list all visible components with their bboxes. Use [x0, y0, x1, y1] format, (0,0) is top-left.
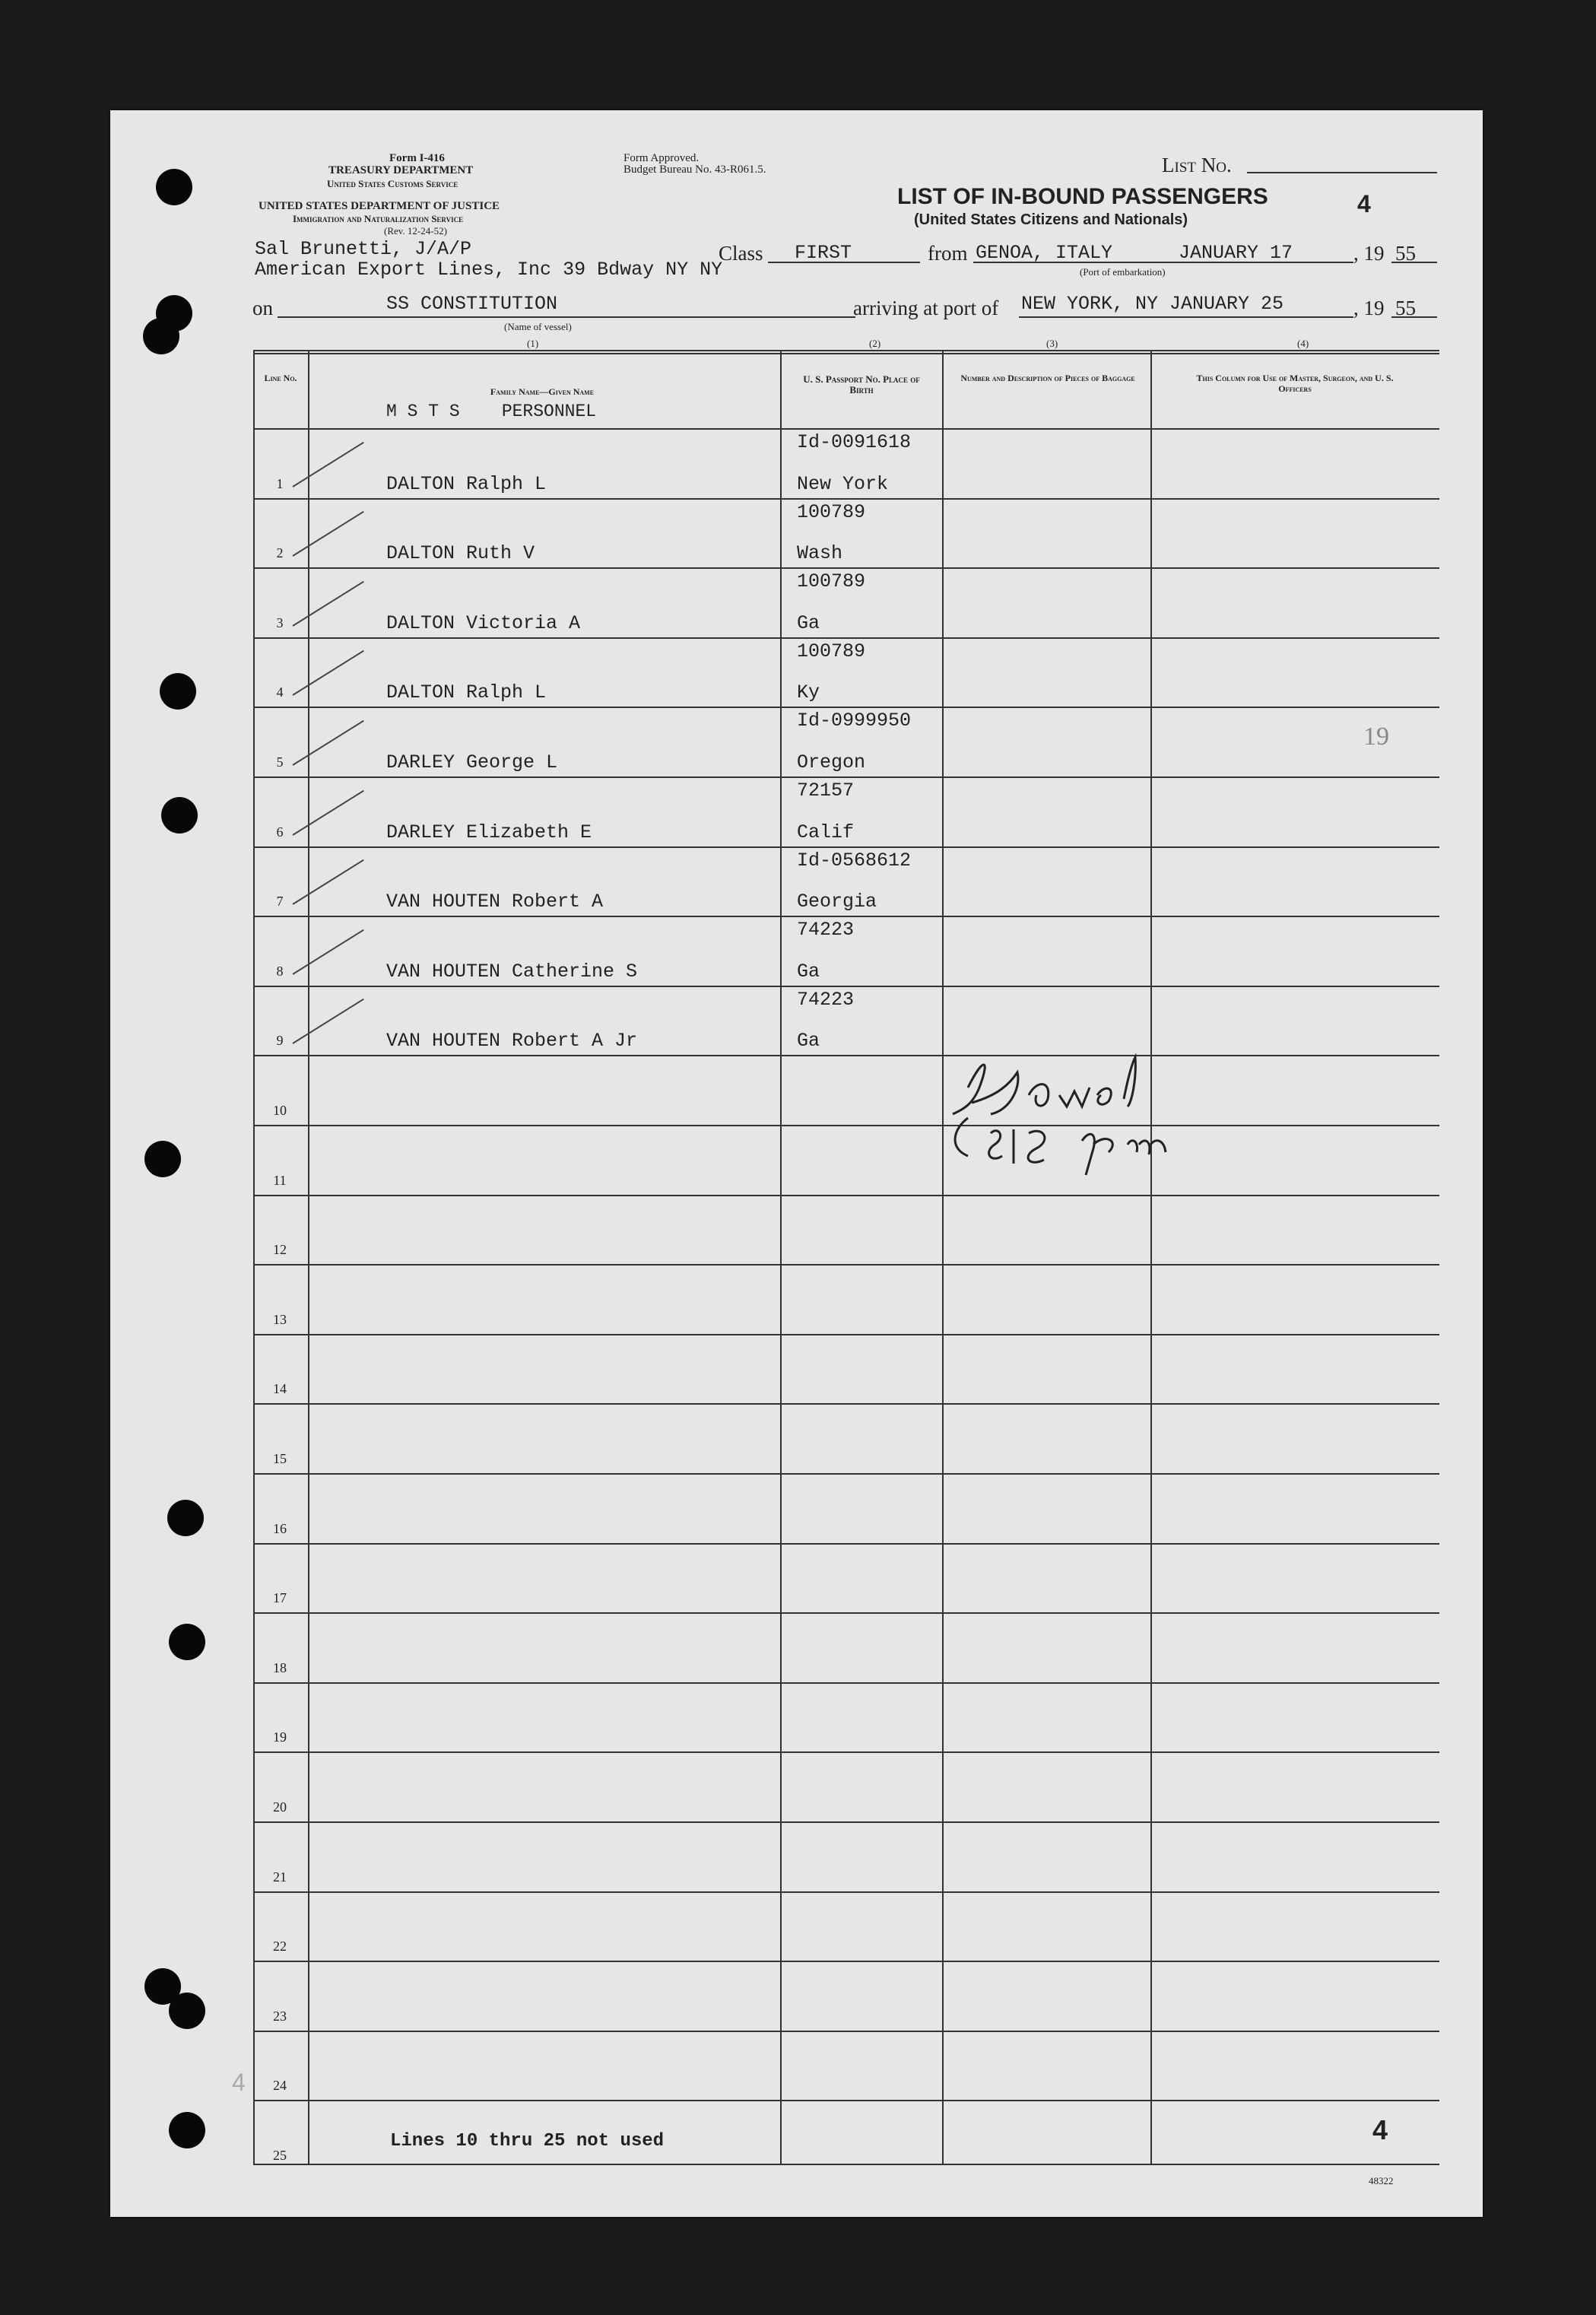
- passport-number: 100789: [797, 570, 866, 593]
- line-number: 10: [273, 1102, 287, 1118]
- punch-hole: [144, 1141, 181, 1177]
- margin-note: 19: [1363, 722, 1389, 751]
- line-number: 2: [276, 545, 284, 561]
- table-row: [253, 1612, 1439, 1682]
- col-num-3: (3): [1046, 338, 1058, 349]
- class-label: Class: [719, 242, 763, 265]
- passport-number: Id-0568612: [797, 849, 912, 872]
- year-prefix: , 19: [1353, 242, 1385, 265]
- table-row: [253, 846, 1439, 916]
- passenger-table: [253, 350, 1439, 2164]
- col-num-2: (2): [869, 338, 881, 349]
- line-number: 5: [276, 754, 284, 770]
- line-number: 15: [273, 1450, 287, 1466]
- customs-service: United States Customs Service: [327, 178, 458, 189]
- place-of-birth: Ky: [797, 681, 820, 704]
- passenger-name: DALTON Ralph L: [386, 472, 547, 495]
- table-row: [253, 986, 1439, 1056]
- place-of-birth: Calif: [797, 821, 855, 843]
- footer-code: 48322: [1369, 2175, 1394, 2186]
- form-approved: Form Approved.: [623, 152, 700, 164]
- table-row: [253, 1821, 1439, 1891]
- col-num-1: (1): [527, 338, 539, 349]
- form-title: LIST OF IN-BOUND PASSENGERS: [897, 184, 1268, 209]
- place-of-birth: Oregon: [797, 751, 866, 773]
- group-label: M S T S PERSONNEL: [386, 402, 597, 421]
- table-row: [253, 498, 1439, 568]
- line-number: 22: [273, 1939, 287, 1955]
- line-number: 4: [276, 684, 284, 700]
- table-row: [253, 1682, 1439, 1752]
- col-header-officers: This Column for Use of Master, Surgeon, and U. S. Officers: [1196, 373, 1394, 394]
- passenger-name: VAN HOUTEN Robert A: [386, 891, 604, 913]
- budget-bureau: Budget Bureau No. 43-R061.5.: [623, 164, 766, 176]
- place-of-birth: Wash: [797, 542, 843, 565]
- passport-number: 74223: [797, 988, 855, 1011]
- passenger-name: VAN HOUTEN Robert A Jr: [386, 1030, 638, 1053]
- table-row: [253, 1751, 1439, 1821]
- table-row: [253, 1264, 1439, 1334]
- table-row: [253, 916, 1439, 986]
- table-row: [253, 1055, 1439, 1125]
- embark-date: JANUARY 17: [1179, 242, 1293, 264]
- table-row: [253, 1891, 1439, 1961]
- table-row: [253, 2031, 1439, 2101]
- line-number: 19: [273, 1729, 287, 1745]
- punch-hole: [156, 169, 192, 205]
- punch-hole: [169, 1624, 205, 1660]
- list-number: 4: [1357, 190, 1371, 218]
- punch-hole: [167, 1500, 204, 1536]
- from-label: from: [928, 242, 968, 265]
- col-num-4: (4): [1297, 338, 1309, 349]
- col-header-line-no: Line No.: [264, 373, 297, 383]
- embark-caption: (Port of embarkation): [1080, 266, 1166, 278]
- line-number: 21: [273, 1869, 287, 1885]
- line-number: 3: [276, 614, 284, 630]
- corner-mark: 4: [1372, 2114, 1388, 2145]
- arrival-port-date: NEW YORK, NY JANUARY 25: [1021, 293, 1284, 315]
- left-margin-mark: 4: [232, 2069, 246, 2096]
- passport-number: 74223: [797, 919, 855, 942]
- arriving-label: arriving at port of: [853, 297, 999, 319]
- embark-year: 55: [1395, 242, 1416, 265]
- passport-number: Id-0091618: [797, 431, 912, 453]
- agent-name: Sal Brunetti, J/A/P: [255, 238, 472, 260]
- ins-service: Immigration and Naturalization Service: [293, 213, 464, 224]
- shipping-company: American Export Lines, Inc 39 Bdway NY NY: [255, 259, 723, 281]
- passport-number: 72157: [797, 780, 855, 802]
- table-row: [253, 1125, 1439, 1195]
- passenger-name: DARLEY Elizabeth E: [386, 821, 592, 843]
- on-label: on: [252, 297, 273, 319]
- vessel-name: SS CONSTITUTION: [386, 293, 558, 315]
- line-number: 23: [273, 2008, 287, 2024]
- line-number: 20: [273, 1799, 287, 1815]
- table-row: [253, 776, 1439, 846]
- punch-hole: [160, 673, 196, 710]
- justice-dept: UNITED STATES DEPARTMENT OF JUSTICE: [259, 200, 500, 212]
- not-used-note: Lines 10 thru 25 not used: [390, 2131, 665, 2151]
- table-row: [253, 637, 1439, 707]
- passport-number: 100789: [797, 500, 866, 523]
- punch-hole: [169, 1993, 205, 2029]
- punch-hole: [143, 318, 179, 354]
- passenger-name: DALTON Ralph L: [386, 681, 547, 704]
- place-of-birth: Georgia: [797, 891, 877, 913]
- table-row: [253, 1473, 1439, 1543]
- form-subtitle: (United States Citizens and Nationals): [914, 211, 1188, 228]
- place-of-birth: Ga: [797, 1030, 820, 1053]
- arrival-year: 55: [1395, 297, 1416, 319]
- revision: (Rev. 12-24-52): [384, 225, 447, 237]
- passenger-name: VAN HOUTEN Catherine S: [386, 960, 638, 983]
- passenger-name: DALTON Ruth V: [386, 542, 535, 565]
- passport-number: Id-0999950: [797, 710, 912, 732]
- treasury-dept: TREASURY DEPARTMENT: [328, 164, 474, 176]
- form-number: Form I-416: [389, 152, 445, 164]
- list-no-label: List No.: [1162, 154, 1232, 176]
- embark-port: GENOA, ITALY: [976, 242, 1113, 264]
- line-number: 1: [276, 475, 284, 491]
- table-row: [253, 567, 1439, 637]
- col-header-passport: U. S. Passport No. Place of Birth: [803, 373, 920, 395]
- line-number: 8: [276, 963, 284, 979]
- table-row: [253, 1403, 1439, 1473]
- line-number: 16: [273, 1520, 287, 1536]
- col-header-name: Family Name—Given Name: [490, 386, 595, 397]
- line-number: 24: [273, 2078, 287, 2094]
- line-number: 12: [273, 1242, 287, 1258]
- table-row: [253, 1961, 1439, 2031]
- signature-mark: [938, 1042, 1226, 1186]
- passenger-name: DALTON Victoria A: [386, 611, 581, 634]
- place-of-birth: Ga: [797, 611, 820, 634]
- line-number: 6: [276, 824, 284, 840]
- line-number: 11: [273, 1172, 287, 1188]
- table-row: [253, 1543, 1439, 1613]
- table-row: [253, 1334, 1439, 1404]
- line-number: 7: [276, 894, 284, 910]
- line-number: 17: [273, 1590, 287, 1606]
- passenger-name: DARLEY George L: [386, 751, 558, 773]
- table-row: [253, 707, 1439, 776]
- line-number: 13: [273, 1311, 287, 1327]
- punch-hole: [169, 2112, 205, 2148]
- punch-hole: [161, 797, 198, 834]
- vessel-caption: (Name of vessel): [504, 321, 572, 332]
- line-number: 14: [273, 1381, 287, 1397]
- table-row: [253, 1195, 1439, 1265]
- line-number: 25: [273, 2147, 287, 2163]
- place-of-birth: Ga: [797, 960, 820, 983]
- col-header-baggage: Number and Description of Pieces of Baggage: [960, 373, 1135, 383]
- line-number: 9: [276, 1033, 284, 1049]
- table-row: [253, 428, 1439, 498]
- place-of-birth: New York: [797, 472, 889, 495]
- passport-number: 100789: [797, 640, 866, 662]
- class-value: FIRST: [795, 242, 852, 264]
- line-number: 18: [273, 1659, 287, 1675]
- year-prefix: , 19: [1353, 297, 1385, 319]
